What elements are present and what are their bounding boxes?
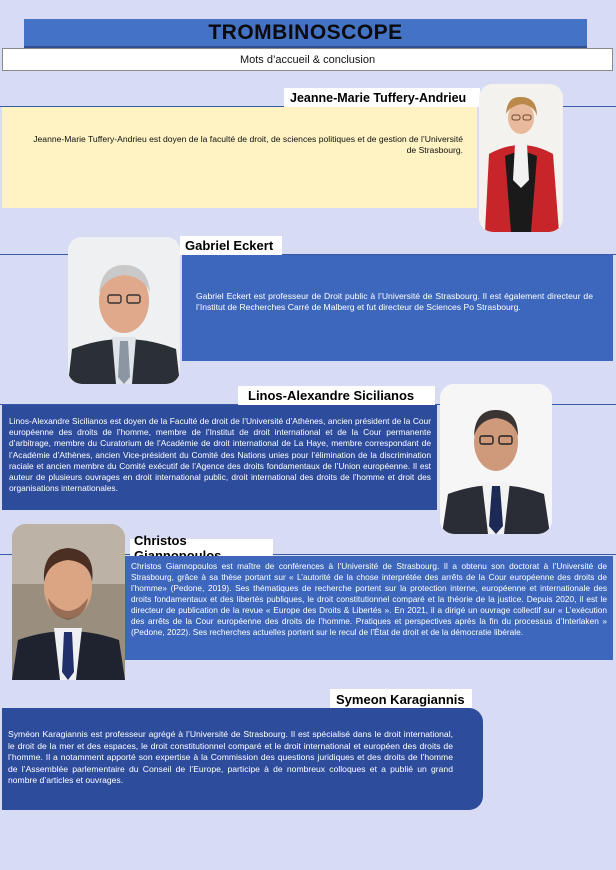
subtitle-bar	[2, 48, 613, 71]
person-bio-3: Linos-Alexandre Sicilianos est doyen de la Faculté de droit de l’Université d’Athènes, ancien président de la Cour européenne des droits de l’homme, membre de l’Institut de droit international et de la Cour permanente d’arbitrage, membre du Curatorium de l’Académie de droit international de La Haye, membre correspondant de l’Académie d’Athènes, ancien Vice-président du Comité des Nations unies pour l’élimination de la discrimination raciale et ancien membre du Comité exécutif de l’Agence des droits fondamentaux de l’Union européenne. Il est auteur de plusieurs ouvrages en droit international public, droit international des droits de l’homme et droit des organisations internationales.	[2, 405, 437, 510]
page-subtitle: Mots d’accueil & conclusion	[239, 53, 376, 66]
person-name-3: Linos-Alexandre Sicilianos	[238, 386, 435, 405]
portrait-image	[12, 524, 125, 680]
person-bio-5: Syméon Karagiannis est professeur agrégé à l’Université de Strasbourg. Il est spécialisé dans le droit international, le droit de la mer et des espaces, le droit constitutionnel comparé et le droit international et européen des droits de l’homme. Il a notamment apporté son expertise à la Commission des questions juridiques et des droits de l’homme de l’Assemblée parlementaire du Conseil de l’Europe, participe à de nombreux colloques et a publié un grand nombre d’articles et ouvrages.	[2, 708, 483, 810]
title-bar	[24, 19, 587, 48]
person-name-4: Christos	[130, 539, 273, 557]
person-name-5: Symeon Karagiannis	[330, 689, 472, 709]
portrait-image	[479, 84, 563, 232]
portrait-image	[440, 384, 552, 534]
person-photo-2	[68, 237, 180, 384]
person-photo-1	[479, 84, 563, 232]
person-name-1: Jeanne-Marie Tuffery-Andrieu	[284, 88, 480, 107]
person-photo-3	[440, 384, 552, 534]
person-bio-2: Gabriel Eckert est professeur de Droit public à l’Université de Strasbourg. Il est également directeur de l’Institut de Recherches Carré de Malberg et fut directeur de Sciences Po Strasbourg.	[182, 255, 613, 361]
portrait-image	[68, 237, 180, 384]
person-bio-1: Jeanne-Marie Tuffery-Andrieu est doyen de la faculté de droit, de sciences politiques et de gestion de l’Université de Strasbourg.	[2, 107, 477, 208]
person-name-2: Gabriel Eckert	[180, 236, 282, 255]
person-bio-4: Christos Giannopoulos est maître de conférences à l’Université de Strasbourg. Il a obtenu son doctorat à l’Université de Strasbourg, grâce à sa thèse portant sur « L’autorité de la chose interprétée des arrêts de la Cour européenne des droits de l’homme» (Pedone, 2019). Ses thématiques de recherche portent sur la protection interne, européenne et internationale des droits fondamentaux et des libertés publiques, le droit constitutionnel comparé et la théorie de la justice. Depuis 2020, il est le directeur de publication de la revue « Europe des Droits & Libertés ». En 2021, il a dirigé un ouvrage collectif sur « L’exécution des arrêts de la Cour européenne des droits de l’homme. Pratiques et perspectives après la fin du processus d’Interlaken » (Pedone, 2022). Ses recherches actuelles portent sur le recul de l’État de droit et de la démocratie libérale.	[125, 556, 613, 660]
page-title: TROMBINOSCOPE	[208, 20, 403, 44]
person-photo-4	[12, 524, 125, 680]
